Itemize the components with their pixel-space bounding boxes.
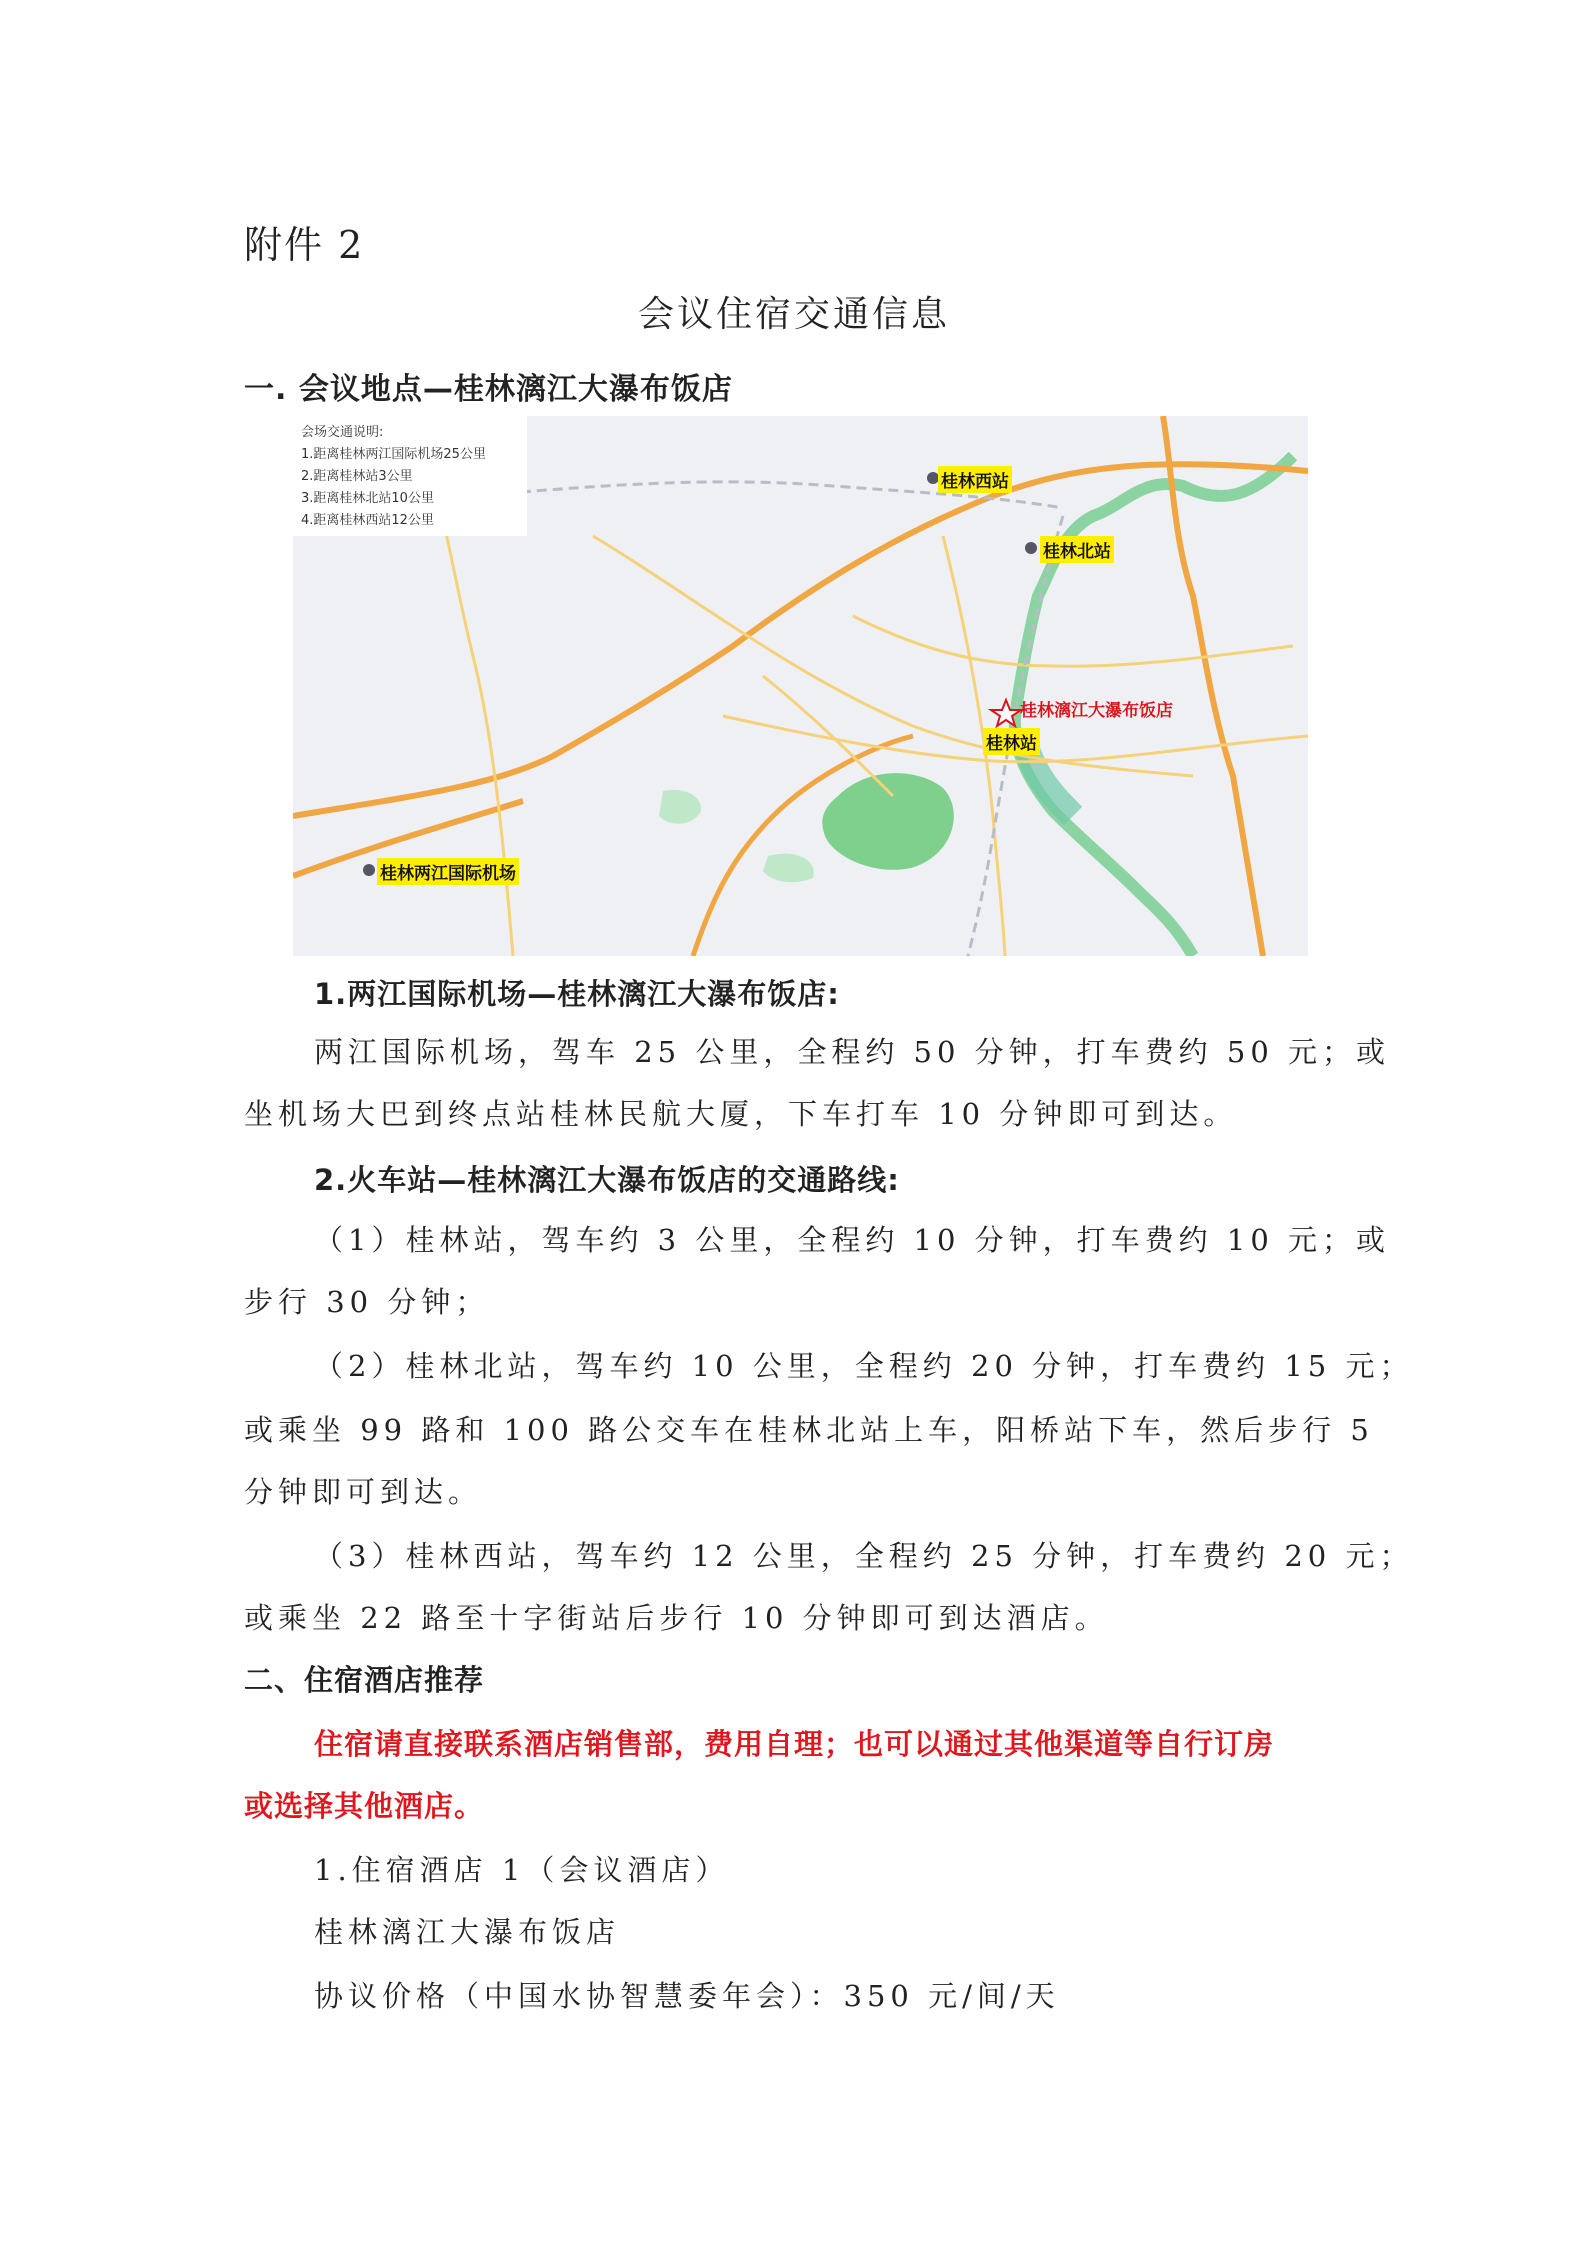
route2-line: （3）桂林西站，驾车约 12 公里，全程约 25 分钟，打车费约 20 元； xyxy=(314,1539,1414,1573)
route2-heading: 2.火车站—桂林漓江大瀑布饭店的交通路线: xyxy=(314,1163,900,1197)
label-guilin-west: 桂林西站 xyxy=(938,466,1012,493)
hotel1-heading: 1.住宿酒店 1（会议酒店） xyxy=(314,1853,730,1887)
route1-line: 坐机场大巴到终点站桂林民航大厦，下车打车 10 分钟即可到达。 xyxy=(244,1097,1238,1131)
hotel1-name: 桂林漓江大瀑布饭店 xyxy=(314,1915,621,1949)
label-guilin-north: 桂林北站 xyxy=(1040,536,1114,563)
legend-item: 4.距离桂林西站12公里 xyxy=(301,513,434,528)
route2-line: 分钟即可到达。 xyxy=(244,1475,483,1509)
route2-line: 或乘坐 22 路至十字街站后步行 10 分钟即可到达酒店。 xyxy=(244,1601,1109,1635)
route1-line: 两江国际机场，驾车 25 公里，全程约 50 分钟，打车费约 50 元；或 xyxy=(314,1035,1391,1069)
section2-heading: 二、住宿酒店推荐 xyxy=(244,1663,485,1697)
route2-line: 或乘坐 99 路和 100 路公交车在桂林北站上车，阳桥站下车，然后步行 5 xyxy=(244,1413,1374,1447)
page-title: 会议住宿交通信息 xyxy=(637,294,950,335)
legend-item: 1.距离桂林两江国际机场25公里 xyxy=(301,447,486,462)
station-marker xyxy=(363,864,375,876)
legend-title: 会场交通说明: xyxy=(301,425,384,440)
map-legend xyxy=(293,416,527,536)
venue-map xyxy=(293,416,1308,956)
route2-line: （1）桂林站，驾车约 3 公里，全程约 10 分钟，打车费约 10 元；或 xyxy=(314,1223,1391,1257)
label-hotel: 桂林漓江大瀑布饭店 xyxy=(1020,701,1173,721)
legend-item: 3.距离桂林北站10公里 xyxy=(301,491,434,506)
label-airport: 桂林两江国际机场 xyxy=(377,858,519,885)
lodging-notice: 或选择其他酒店。 xyxy=(244,1789,485,1823)
hotel1-price: 协议价格（中国水协智慧委年会）：350 元/间/天 xyxy=(314,1979,1060,2013)
lodging-notice: 住宿请直接联系酒店销售部，费用自理；也可以通过其他渠道等自行订房 xyxy=(314,1727,1275,1761)
route2-line: 步行 30 分钟； xyxy=(244,1285,490,1319)
section1-heading: 一. 会议地点—桂林漓江大瀑布饭店 xyxy=(244,372,733,407)
route1-heading: 1.两江国际机场—桂林漓江大瀑布饭店: xyxy=(314,977,840,1011)
station-marker xyxy=(1025,542,1037,554)
legend-item: 2.距离桂林站3公里 xyxy=(301,469,413,484)
label-guilin-station: 桂林站 xyxy=(983,728,1040,755)
attachment-label: 附件 2 xyxy=(244,223,365,267)
route2-line: （2）桂林北站，驾车约 10 公里，全程约 20 分钟，打车费约 15 元； xyxy=(314,1349,1414,1383)
